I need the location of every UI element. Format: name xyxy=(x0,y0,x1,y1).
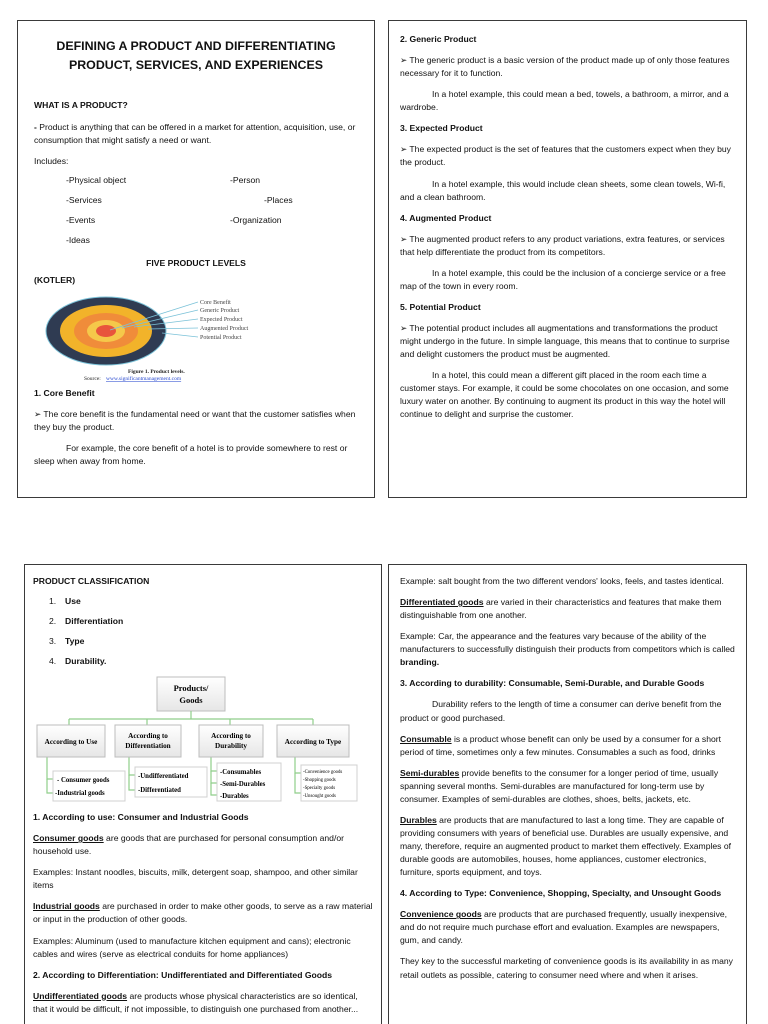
page-2 xyxy=(388,20,747,498)
product-levels-figure xyxy=(44,291,284,383)
figure-label: Generic Product xyxy=(200,307,240,314)
paragraph: Consumable is a product whose benefit can only be used by a consumer for a short period of time, sometimes only a few minutes. Consumables a such as food, drinks xyxy=(400,733,722,757)
paragraph: Examples: Aluminum (used to manufacture kitchen equipment and cans); electronic cables and wires (serve as electrical conduits for home appliances) xyxy=(33,935,351,959)
figure-source-link: www.significantmanagement.com xyxy=(106,375,182,382)
list-item: -Physical object xyxy=(66,174,127,185)
list-item: -Services xyxy=(66,194,102,205)
paragraph: Example: salt bought from the two different vendors' looks, feels, and tastes identical. xyxy=(400,576,724,586)
diagram-box-differentiation xyxy=(115,725,181,757)
diagram-box-label: Differentiation xyxy=(125,742,171,751)
classification-heading: PRODUCT CLASSIFICATION xyxy=(33,576,150,586)
diagram-leaf-label: -Shopping goods xyxy=(303,778,336,784)
core-ring xyxy=(96,325,116,337)
diagram-root-label: Goods xyxy=(179,695,203,706)
paragraph: For example, the core benefit of a hotel is to provide somewhere to rest or sleep when away from home. xyxy=(34,443,348,467)
diagram-box-label: According to Type xyxy=(284,738,342,747)
figure-label: Expected Product xyxy=(200,316,243,323)
diagram-box-durability xyxy=(199,725,263,757)
paragraph: Example: Car, the appearance and the features vary because of the ability of the manufacturers to successfully distinguish their products from competitors which is called branding. xyxy=(400,631,735,668)
page-1 xyxy=(17,20,375,498)
paragraph: In a hotel example, this could be the inclusion of a concierge service or a free map of the town in every room. xyxy=(400,267,726,291)
diagram-box-label: According to xyxy=(211,732,251,741)
page-3 xyxy=(24,564,382,1024)
diagram-leaf-label: -Semi-Durables xyxy=(220,781,266,789)
paragraph: Durability refers to the length of time a consumer can derive benefit from the product or good purchased. xyxy=(400,699,722,723)
paragraph: Undifferentiated goods are products whose physical characteristics are so identical, that it would be difficult, if not impossible, to distinguish one purchased from another... xyxy=(33,990,359,1014)
diagram-leaf-label: - Consumer goods xyxy=(57,777,110,785)
type-heading: 4. According to Type: Convenience, Shopping, Specialty, and Unsought Goods xyxy=(400,888,722,899)
list-item: 3. Type xyxy=(49,635,85,646)
paragraph: They key to the successful marketing of convenience goods is its availability in as many retail outlets as possible, catering to consumer need where and when it arises. xyxy=(400,956,733,980)
expected-product-heading: 3. Expected Product xyxy=(400,123,483,134)
paragraph: ➢ The augmented product refers to any product variations, extra features, or services that help differentiate the product from its competitors. xyxy=(400,233,725,257)
figure-source-label: Source: xyxy=(84,375,101,382)
diagram-leaf-label: -Unsought goods xyxy=(303,794,336,800)
paragraph: ➢ The expected product is the set of features that the customers expect when they buy the product. xyxy=(400,144,731,168)
paragraph: Examples: Instant noodles, biscuits, milk, detergent soap, shampoo, and other similar items xyxy=(33,867,358,891)
kotler-label: (KOTLER) xyxy=(34,274,76,285)
diagram-box-label: According to xyxy=(128,732,168,741)
paragraph: Consumer goods are goods that are purchased for personal consumption and/or household use. xyxy=(33,833,344,857)
durability-heading: 3. According to durability: Consumable, Semi-Durable, and Durable Goods xyxy=(400,678,705,689)
page-title: DEFINING A PRODUCT AND DIFFERENTIATING PRODUCT, SERVICES, AND EXPERIENCES xyxy=(56,39,336,73)
paragraph: ➢ The core benefit is the fundamental need or want that the customer satisfies when they buy the product. xyxy=(34,408,356,432)
list-item: -Organization xyxy=(230,214,282,225)
paragraph: In a hotel example, this would include clean sheets, some clean towels, Wi-fi, and a clean bathroom. xyxy=(400,178,726,202)
list-item: 2. Differentiation xyxy=(49,615,124,626)
diagram-leaf-label: -Convenience goods xyxy=(303,770,343,776)
list-item: -Ideas xyxy=(66,234,90,245)
list-item: 1. Use xyxy=(49,595,81,606)
paragraph: Convenience goods are products that are purchased frequently, usually inexpensive, and do not require much purchase effort and evaluation. Examples are newspapers, gum, and candy. xyxy=(400,909,728,946)
list-item: 4. Durability. xyxy=(49,655,107,666)
classification-diagram xyxy=(33,675,363,805)
page-4 xyxy=(388,564,747,1024)
list-item: -Person xyxy=(230,174,261,185)
diagram-leaf-label: -Differentiated xyxy=(138,787,181,795)
includes-label: Includes: xyxy=(34,155,69,166)
augmented-product-heading: 4. Augmented Product xyxy=(400,212,492,223)
list-item: -Places xyxy=(264,194,293,205)
core-benefit-heading: 1. Core Benefit xyxy=(34,387,95,398)
potential-product-heading: 5. Potential Product xyxy=(400,301,481,312)
paragraph: ➢ The potential product includes all augmentations and transformations the product might undergo in the future. In simple language, this means that to continue to surprise and delight customers the product must be augmented. xyxy=(400,323,730,360)
figure-label: Potential Product xyxy=(200,334,242,341)
classification-list xyxy=(33,591,373,671)
paragraph: ➢ The generic product is a basic version of the product made up of only those features necessary for it to function. xyxy=(400,55,730,79)
paragraph: Semi-durables provide benefits to the consumer for a longer period of time, usually spanning several months. Semi-durables are manufactured for long-term use by consumer. Examples of semi-durables are clothes, shoes, belts, jackets, etc. xyxy=(400,767,719,804)
five-levels-heading: FIVE PRODUCT LEVELS xyxy=(146,257,246,268)
figure-caption: Figure 1. Product levels. xyxy=(128,368,185,375)
diagram-leaf-label: -Undifferentiated xyxy=(138,773,189,781)
paragraph: Differentiated goods are varied in their characteristics and features that make them distinguishable from one another. xyxy=(400,597,722,621)
diagram-box-label: According to Use xyxy=(44,738,98,747)
diagram-root-label: Products/ xyxy=(173,683,209,694)
diagram-leaf-label: -Consumables xyxy=(220,769,262,777)
use-heading: 1. According to use: Consumer and Industrial Goods xyxy=(33,812,249,823)
paragraph: In a hotel, this could mean a different gift placed in the room each time a customer stays. For example, it could be some chocolates on one occasion, and some luxury water on another. By continuing to augment its product in this way the hotel will continue to delight and surprise the customer. xyxy=(400,370,729,420)
list-item: -Events xyxy=(66,214,96,225)
paragraph: Industrial goods are purchased in order to make other goods, to serve as a raw material or input in the production of other goods. xyxy=(33,901,373,925)
product-definition: - Product is anything that can be offered in a market for attention, acquisition, use, or consumption that might satisfy a need or want. xyxy=(34,121,356,145)
what-is-product-heading: WHAT IS A PRODUCT? xyxy=(34,100,128,111)
paragraph: Durables are products that are manufactured to last a long time. They are capable of providing consumers with years of beneficial use. Durables are usually expensive, and many, therefore, require an augmented product to market them effectively. Examples of durable goods are automobiles, houses, home appliances, customer electronics, furniture, sports equipment, and toys. xyxy=(400,814,732,878)
differentiation-heading: 2. According to Differentiation: Undifferentiated and Differentiated Goods xyxy=(33,969,333,980)
diagram-box-label: Durability xyxy=(215,742,247,751)
figure-label: Augmented Product xyxy=(200,325,249,332)
diagram-leaf-label: -Durables xyxy=(220,793,249,801)
diagram-leaf-label: -Specialty goods xyxy=(303,786,336,792)
generic-product-heading: 2. Generic Product xyxy=(400,34,477,44)
includes-list xyxy=(34,174,358,249)
diagram-leaf-label: -Industrial goods xyxy=(55,790,105,798)
figure-label: Core Benefit xyxy=(200,299,231,306)
paragraph: In a hotel example, this could mean a bed, towels, a bathroom, a mirror, and a wardrobe. xyxy=(400,89,729,113)
